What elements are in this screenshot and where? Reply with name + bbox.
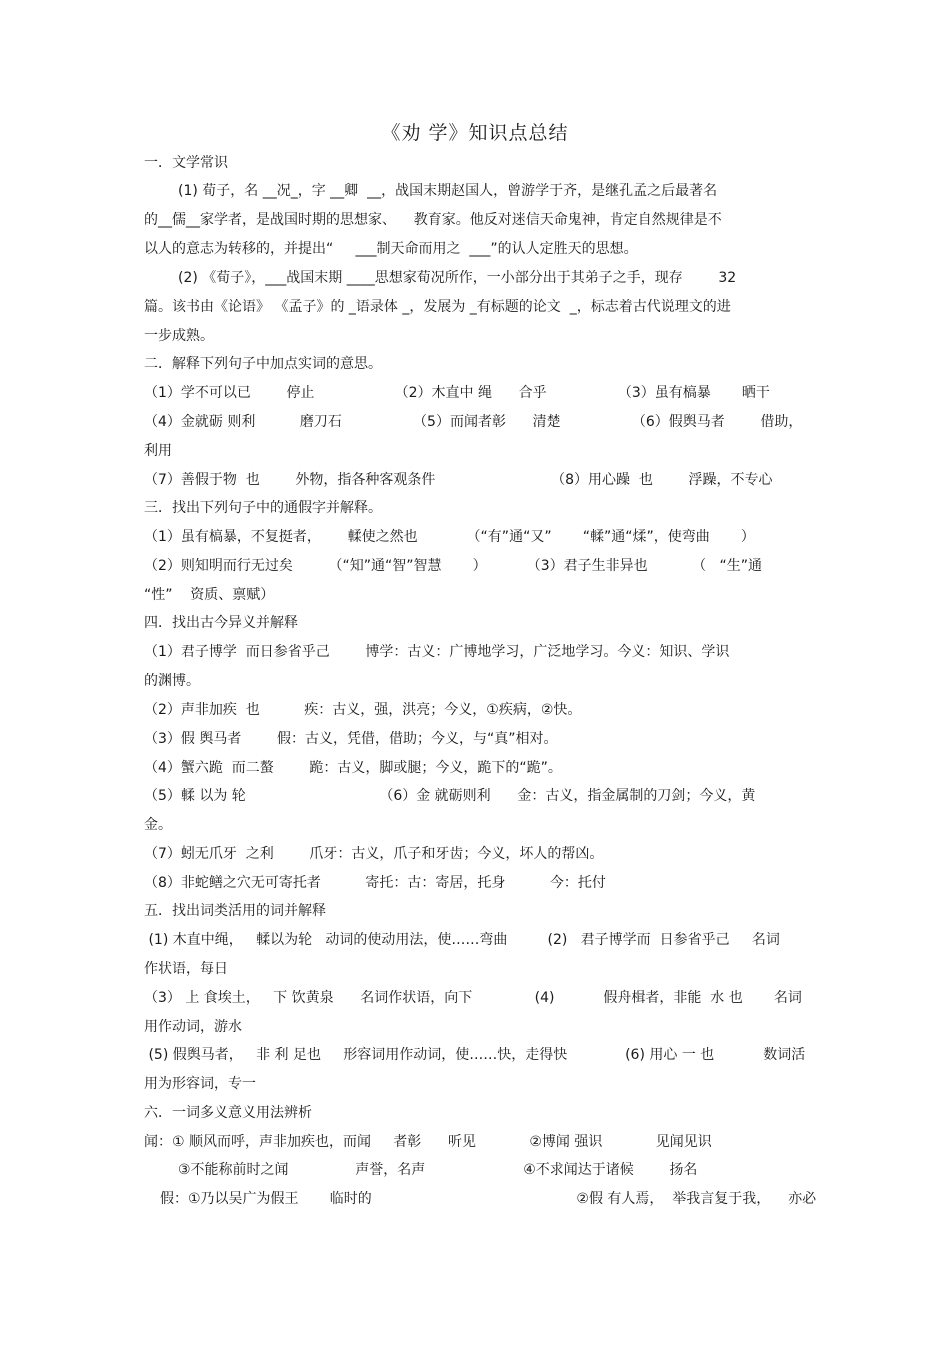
list-item: （2）则知明而行无过矣 （“知”通“智”智慧 ） （3）君子生非异也 （ “生”通 bbox=[144, 558, 762, 574]
paragraph-line: (1) 荀子，名 __况_，字 __卿 __，战国末期赵国人，曾游学于齐，是继孔孟之后最著名 bbox=[178, 183, 718, 199]
list-item: （4）蟹六跪 而二螯 跪：古义，脚或腿；今义，跪下的“跪”。 bbox=[144, 760, 562, 776]
section-heading: 一．文学常识 bbox=[144, 155, 228, 171]
paragraph-line: 的__儒__家学者，是战国时期的思想家、 教育家。他反对迷信天命鬼神，肯定自然规律是不 bbox=[144, 212, 722, 228]
list-item: 闻：① 顺风而呼，声非加疾也，而闻 者彰 听见 ②博闻 强识 见闻见识 bbox=[144, 1134, 712, 1150]
section-heading: 六．一词多义意义用法辨析 bbox=[144, 1105, 312, 1121]
paragraph-line: (2) 《荀子》，___战国末期 ____思想家荀况所作，一小部分出于其弟子之手，现存 32 bbox=[178, 270, 737, 286]
list-item: 利用 bbox=[144, 443, 172, 459]
list-item: 用作动词，游水 bbox=[144, 1019, 242, 1035]
list-item: （2）声非加疾 也 疾：古义，强，洪亮；今义，①疾病，②快。 bbox=[144, 702, 582, 718]
list-item: 的渊博。 bbox=[144, 673, 200, 689]
list-item: （1）学不可以已 停止 （2）木直中 绳 合乎 （3）虽有槁暴 晒干 bbox=[144, 385, 770, 401]
list-item: (1) 木直中绳， 輮以为轮 动词的使动用法，使……弯曲 (2) 君子博学而 日参省乎己 名词 bbox=[144, 932, 780, 948]
list-item: (5) 假舆马者， 非 利 足也 形容词用作动词，使……快，走得快 (6) 用心 一 也 数词活 bbox=[144, 1047, 806, 1063]
list-item: 金。 bbox=[144, 817, 172, 833]
section-heading: 二．解释下列句子中加点实词的意思。 bbox=[144, 356, 382, 372]
list-item: （1）君子博学 而日参省乎己 博学：古义：广博地学习，广泛地学习。今义：知识、学识 bbox=[144, 644, 730, 660]
paragraph-line: 以人的意志为转移的，并提出“ ___制天命而用之 ___”的认人定胜天的思想。 bbox=[144, 241, 638, 257]
list-item: （5）輮 以为 轮 （6）金 就砺则利 金：古义，指金属制的刀剑；今义，黄 bbox=[144, 788, 756, 804]
section-heading: 三．找出下列句子中的通假字并解释。 bbox=[144, 500, 382, 516]
list-item: “性” 资质、禀赋） bbox=[144, 587, 275, 603]
list-item: （7）善假于物 也 外物，指各种客观条件 （8）用心躁 也 浮躁，不专心 bbox=[144, 472, 773, 488]
page-title: 《劝 学》知识点总结 bbox=[381, 122, 569, 144]
list-item: （4）金就砺 则利 磨刀石 （5）而闻者彰 清楚 （6）假舆马者 借助， bbox=[144, 414, 803, 430]
list-item: （1）虽有槁暴，不复挺者， 輮使之然也 （“有”通“又” “輮”通“煣”，使弯曲 ） bbox=[144, 529, 755, 545]
list-item: 假：①乃以吴广为假王 临时的 ②假 有人焉， 举我言复于我， 亦必 bbox=[160, 1191, 817, 1207]
list-item: （7）蚓无爪牙 之利 爪牙：古义，爪子和牙齿；今义，坏人的帮凶。 bbox=[144, 846, 604, 862]
list-item: （8）非蛇鳝之穴无可寄托者 寄托：古：寄居，托身 今：托付 bbox=[144, 875, 606, 891]
section-heading: 四．找出古今异义并解释 bbox=[144, 615, 298, 631]
list-item: （3） 上 食埃土， 下 饮黄泉 名词作状语，向下 (4) 假舟楫者，非能 水 也 名词 bbox=[144, 990, 802, 1006]
paragraph-line: 篇。该书由《论语》 《孟子》的 _语录体 _，发展为 _有标题的论文 _，标志着古代说理文的进 bbox=[144, 299, 731, 315]
section-heading: 五．找出词类活用的词并解释 bbox=[144, 903, 326, 919]
list-item: ③不能称前时之闻 声誉，名声 ④不求闻达于诸候 扬名 bbox=[178, 1162, 698, 1178]
paragraph-line: 一步成熟。 bbox=[144, 328, 214, 344]
list-item: （3）假 舆马者 假：古义，凭借，借助；今义，与“真”相对。 bbox=[144, 731, 558, 747]
list-item: 作状语，每日 bbox=[144, 961, 228, 977]
list-item: 用为形容词，专一 bbox=[144, 1076, 256, 1092]
